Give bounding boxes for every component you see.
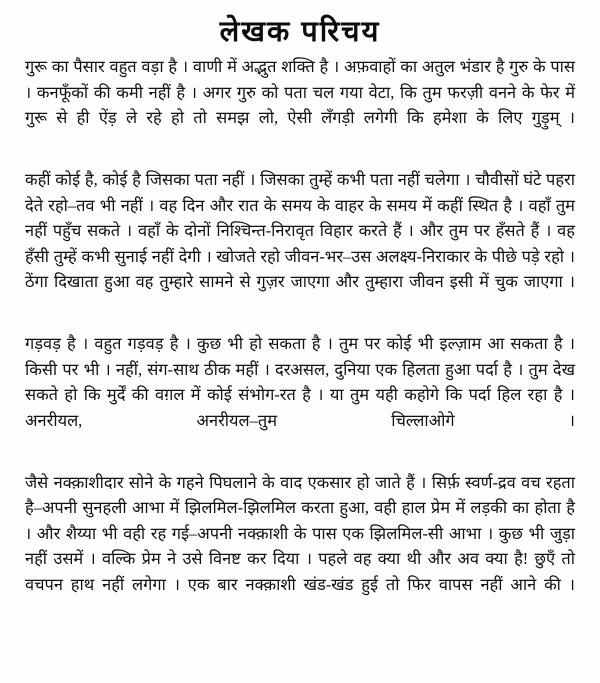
- paragraph-2: कहीं कोई है, कोई है जिसका पता नहीं । जिसका तुम्हें कभी पता नहीं चलेगा । चौवीसों घंटे पहरा देते रहो–तव भी नहीं । वह दिन और रात के समय के वाहर के समय में कहीं स्थित है । वहाँ तुम नहीं पहुँच सकते । वहाँ के दोनों निश्चिन्त-निरावृत विहार करते हैं । और तुम पर हँसते हैं । वह हँसी तुम्हें कभी सुनाई नहीं देगी । खोजते रहो जीवन-भर–उस अलक्ष्य-निराकार के पीछे पड़े रहो । ठेंगा दिखाता हुआ वह तुम्हारे सामने से गुज़र जाएगा और तुम्हारा जीवन इसी में चुक जाएगा ।: [25, 170, 575, 292]
- document-body: [0, 54, 600, 623]
- paragraph-1: गुरू का पैसार वहुत वड़ा है । वाणी में अद्भुत शक्ति है । अफ़वाहों का अतुल भंडार है गुरु के पास । कनफूँकों की कमी नहीं है । अगर गुरु को पता चल गया वेटा, कि तुम फरज़ी वनने के फेर में गुरू से ही ऐंड़ ले रहे हो तो समझ लो, ऐसी लँगड़ी लगेगी कि हमेशा के लिए गुड़ुम् ।: [25, 57, 575, 128]
- paragraph-4: जैसे नक्क़ाशीदार सोने के गहने पिघलाने के वाद एकसार हो जाते हैं । सिर्फ़ स्वर्ण-द्रव वच रहता है–अपनी सुनहली आभा में झिलमिल-झिलमिल करता हुआ, वही हाल प्रेम में लड़की का होता है । और शैय्या भी वही रह गई–अपनी नक्क़ाशी के पास एक झिलमिल-सी आभा । कुछ भी जुड़ा नहीं उसमें । वल्कि प्रेम ने उसे विनष्ट कर दिया । पहले वह क्या थी और अव क्या है! छुएँ तो वचपन हाथ नहीं लगेगा । एक बार नक्क़ाशी खंड-खंड हुई तो फिर वापस नहीं आने की ।: [25, 472, 575, 594]
- page-title: लेखक परिचय: [219, 16, 381, 48]
- paragraph-3: गड़वड़ है । वहुत गड़वड़ है । कुछ भी हो सकता है । तुम पर कोई भी इल्ज़ाम आ सकता है । किसी पर भी । नहीं, संग-साथ ठीक महीं । दरअसल, दुनिया एक हिलता हुआ पर्दा है । तुम देख सकते हो कि मुर्दें की वग़ल में कोई संभोग-रत है । या तुम यही कहोगे कि पर्दा हिल रहा है । अनरीयल, अनरीयल–तुम चिल्लाओगे ।: [25, 334, 575, 430]
